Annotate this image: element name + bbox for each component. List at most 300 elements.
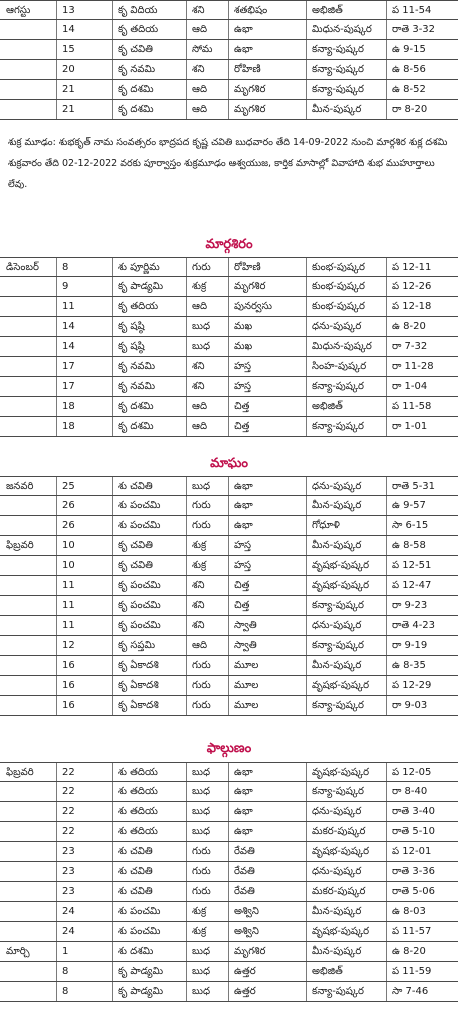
weekday-cell: ఆది <box>192 24 208 35</box>
column-divider <box>228 536 229 555</box>
column-divider <box>228 20 229 39</box>
table-row <box>0 317 458 337</box>
weekday-cell: బుధ <box>192 826 211 837</box>
date-cell: 17 <box>62 381 75 392</box>
column-divider <box>56 516 57 535</box>
tithi-cell: శు పంచమి <box>118 500 161 511</box>
column-divider <box>228 576 229 595</box>
time-cell: ఉ 9-57 <box>392 500 426 511</box>
weekday-cell: బుధ <box>192 767 211 778</box>
tithi-cell: శు దశమి <box>118 946 154 957</box>
date-cell: 8 <box>62 262 69 273</box>
table-row <box>0 782 458 802</box>
lagna-cell: వృషభ-పుష్కర <box>312 680 370 691</box>
time-cell: ప 12-26 <box>392 281 432 292</box>
month-cell: ఆగస్టు <box>6 5 31 16</box>
magham-table <box>0 476 458 716</box>
nakshatra-cell: ఉభా <box>234 481 253 492</box>
date-cell: 14 <box>62 341 75 352</box>
table-row <box>0 20 458 40</box>
lagna-cell: అభిజిత్ <box>312 401 343 412</box>
date-cell: 24 <box>62 906 75 917</box>
column-divider <box>56 357 57 376</box>
table-row <box>0 277 458 297</box>
tithi-cell: శు పంచమి <box>118 906 161 917</box>
tithi-cell: శు తదియ <box>118 786 158 797</box>
date-cell: 11 <box>62 620 75 631</box>
weekday-cell: గురు <box>192 700 211 711</box>
table-row <box>0 536 458 556</box>
nakshatra-cell: హస్త <box>234 361 252 372</box>
nakshatra-cell: మృగశిర <box>234 946 266 957</box>
lagna-cell: కన్యా-పుష్కర <box>312 84 364 95</box>
weekday-cell: గురు <box>192 680 211 691</box>
weekday-cell: శుక్ర <box>192 560 207 571</box>
weekday-cell: శని <box>192 64 205 75</box>
tithi-cell: కృ దశమి <box>118 401 154 412</box>
table-row <box>0 337 458 357</box>
nakshatra-cell: రేవతి <box>234 886 255 897</box>
weekday-cell: శని <box>192 580 205 591</box>
column-divider <box>228 1 229 19</box>
time-cell: రాతె 3-40 <box>392 806 436 817</box>
column-divider <box>56 962 57 981</box>
lagna-cell: ధను-పుష్కర <box>312 321 362 332</box>
column-divider <box>112 100 113 119</box>
tithi-cell: కృ చవితి <box>118 44 153 55</box>
column-divider <box>228 902 229 921</box>
tithi-cell: కృ షష్ఠి <box>118 341 145 352</box>
lagna-cell: మీన-పుష్కర <box>312 946 362 957</box>
column-divider <box>112 922 113 941</box>
august-table <box>0 0 458 120</box>
weekday-cell: శుక్ర <box>192 540 207 551</box>
time-cell: ఉ 8-20 <box>392 321 426 332</box>
nakshatra-cell: రోహిణి <box>234 64 261 75</box>
table-row <box>0 40 458 60</box>
column-divider <box>56 536 57 555</box>
date-cell: 16 <box>62 700 75 711</box>
weekday-cell: శని <box>192 600 205 611</box>
column-divider <box>228 922 229 941</box>
table-row <box>0 762 458 782</box>
time-cell: ఉ 8-03 <box>392 906 426 917</box>
column-divider <box>56 656 57 675</box>
nakshatra-cell: ఉభా <box>234 44 253 55</box>
table-row <box>0 0 458 20</box>
lagna-cell: గోధూళి <box>312 520 340 531</box>
column-divider <box>56 576 57 595</box>
column-divider <box>112 1 113 19</box>
column-divider <box>56 100 57 119</box>
time-cell: ఉ 8-56 <box>392 64 426 75</box>
tithi-cell: కృ చవితి <box>118 560 153 571</box>
column-divider <box>112 258 113 276</box>
date-cell: 21 <box>62 84 75 95</box>
table-row <box>0 922 458 942</box>
nakshatra-cell: ఉభా <box>234 786 253 797</box>
tithi-cell: కృ నవమి <box>118 361 156 372</box>
table-row <box>0 636 458 656</box>
column-divider <box>228 60 229 79</box>
tithi-cell: శు చవితి <box>118 886 153 897</box>
nakshatra-cell: మఖ <box>234 341 253 352</box>
lagna-cell: ధను-పుష్కర <box>312 866 362 877</box>
time-cell: రాతె 5-10 <box>392 826 436 837</box>
lagna-cell: ధను-పుష్కర <box>312 481 362 492</box>
date-cell: 11 <box>62 301 75 312</box>
column-divider <box>56 982 57 1001</box>
column-divider <box>228 676 229 695</box>
month-cell: ఫిబ్రవరి <box>6 767 34 778</box>
table-row <box>0 982 458 1002</box>
date-cell: 10 <box>62 560 75 571</box>
weekday-cell: గురు <box>192 500 211 511</box>
tithi-cell: కృ ఏకాదశి <box>118 660 159 671</box>
table-row <box>0 902 458 922</box>
column-divider <box>228 258 229 276</box>
date-cell: 11 <box>62 580 75 591</box>
date-cell: 15 <box>62 44 75 55</box>
date-cell: 23 <box>62 866 75 877</box>
column-divider <box>112 337 113 356</box>
column-divider <box>228 763 229 781</box>
lagna-cell: వృషభ-పుష్కర <box>312 580 370 591</box>
column-divider <box>56 1 57 19</box>
time-cell: రా 8-40 <box>392 786 428 797</box>
shukra-moodham-note: శుక్ర మూఢం: శుభకృత్ నామ సంవత్సరం భాద్రపద కృష్ణ చవితి బుధవారం తేది 14-09-2022 నుంచి మార్గశిర శుక్ల దశమి శుక్రవారం తేది 02-12-2022 వరకు పూర్వాస్తం శుక్రమూఢం ఆశ్వయుజ, కార్తిక మాసాల్లో వివాహాది శుభ ముహూర్తాలు లేవు. <box>8 137 448 190</box>
table-row <box>0 476 458 496</box>
lagna-cell: మీన-పుష్కర <box>312 104 362 115</box>
column-divider <box>56 842 57 861</box>
table-row <box>0 516 458 536</box>
column-divider <box>56 922 57 941</box>
column-divider <box>56 802 57 821</box>
column-divider <box>112 596 113 615</box>
weekday-cell: ఆది <box>192 301 208 312</box>
column-divider <box>56 258 57 276</box>
nakshatra-cell: చిత్త <box>234 421 250 432</box>
lagna-cell: మకర-పుష్కర <box>312 826 366 837</box>
date-cell: 24 <box>62 926 75 937</box>
tithi-cell: కృ దశమి <box>118 421 154 432</box>
table-row <box>0 676 458 696</box>
time-cell: సా 6-15 <box>392 520 429 531</box>
date-cell: 16 <box>62 680 75 691</box>
tithi-cell: కృ విదియ <box>118 5 158 16</box>
weekday-cell: సోమ <box>192 44 213 55</box>
nakshatra-cell: రేవతి <box>234 846 255 857</box>
column-divider <box>228 417 229 436</box>
date-cell: 23 <box>62 846 75 857</box>
column-divider <box>112 297 113 316</box>
lagna-cell: మీన-పుష్కర <box>312 906 362 917</box>
column-divider <box>228 982 229 1001</box>
column-divider <box>112 80 113 99</box>
date-cell: 10 <box>62 540 75 551</box>
tithi-cell: శు పంచమి <box>118 520 161 531</box>
margasiram-heading: మార్గశిరం <box>205 237 253 252</box>
table-row <box>0 377 458 397</box>
time-cell: ప 11-57 <box>392 926 432 937</box>
column-divider <box>228 882 229 901</box>
tithi-cell: శు చవితి <box>118 846 153 857</box>
date-cell: 22 <box>62 786 75 797</box>
weekday-cell: బుధ <box>192 986 211 997</box>
column-divider <box>56 297 57 316</box>
date-cell: 12 <box>62 640 75 651</box>
phalgunam-heading: ఫాల్గుణం <box>206 741 252 756</box>
column-divider <box>112 676 113 695</box>
column-divider <box>112 477 113 495</box>
weekday-cell: గురు <box>192 886 211 897</box>
table-row <box>0 397 458 417</box>
column-divider <box>228 40 229 59</box>
table-row <box>0 842 458 862</box>
nakshatra-cell: అశ్విని <box>234 906 259 917</box>
table-row <box>0 100 458 120</box>
date-cell: 22 <box>62 826 75 837</box>
column-divider <box>56 496 57 515</box>
column-divider <box>56 616 57 635</box>
table-row <box>0 80 458 100</box>
column-divider <box>228 556 229 575</box>
column-divider <box>112 377 113 396</box>
nakshatra-cell: ఉత్తర <box>234 966 256 977</box>
table-row <box>0 556 458 576</box>
time-cell: రా 11-28 <box>392 361 434 372</box>
tithi-cell: శు చవితి <box>118 866 153 877</box>
column-divider <box>112 982 113 1001</box>
column-divider <box>56 40 57 59</box>
nakshatra-cell: ఉభా <box>234 826 253 837</box>
time-cell: రా 9-19 <box>392 640 428 651</box>
column-divider <box>112 962 113 981</box>
weekday-cell: ఆది <box>192 401 208 412</box>
time-cell: ప 11-54 <box>392 5 432 16</box>
column-divider <box>228 616 229 635</box>
nakshatra-cell: మృగశిర <box>234 84 266 95</box>
table-row <box>0 596 458 616</box>
weekday-cell: బుధ <box>192 321 211 332</box>
time-cell: సా 7-46 <box>392 986 429 997</box>
column-divider <box>112 882 113 901</box>
nakshatra-cell: రోహిణి <box>234 262 261 273</box>
column-divider <box>228 357 229 376</box>
column-divider <box>56 942 57 961</box>
weekday-cell: శని <box>192 620 205 631</box>
column-divider <box>228 656 229 675</box>
nakshatra-cell: ఉత్తర <box>234 986 256 997</box>
magham-heading: మాఘం <box>210 456 248 471</box>
tithi-cell: కృ పాడ్యమి <box>118 281 164 292</box>
time-cell: ప 11-59 <box>392 966 432 977</box>
time-cell: రా 1-01 <box>392 421 428 432</box>
weekday-cell: ఆది <box>192 640 208 651</box>
table-row <box>0 297 458 317</box>
table-row <box>0 942 458 962</box>
nakshatra-cell: మృగశిర <box>234 281 266 292</box>
column-divider <box>112 397 113 416</box>
column-divider <box>112 277 113 296</box>
lagna-cell: కన్యా-పుష్కర <box>312 700 364 711</box>
column-divider <box>228 337 229 356</box>
weekday-cell: బుధ <box>192 341 211 352</box>
column-divider <box>112 822 113 841</box>
column-divider <box>228 636 229 655</box>
table-row <box>0 60 458 80</box>
column-divider <box>56 782 57 801</box>
tithi-cell: కృ నవమి <box>118 381 156 392</box>
tithi-cell: శు తదియ <box>118 767 158 778</box>
column-divider <box>56 636 57 655</box>
time-cell: ఉ 9-15 <box>392 44 426 55</box>
lagna-cell: సింహ-పుష్కర <box>312 361 367 372</box>
column-divider <box>112 636 113 655</box>
weekday-cell: శని <box>192 361 205 372</box>
date-cell: 18 <box>62 421 75 432</box>
time-cell: ఉ 8-35 <box>392 660 426 671</box>
column-divider <box>228 477 229 495</box>
column-divider <box>112 763 113 781</box>
weekday-cell: ఆది <box>192 421 208 432</box>
time-cell: రా 1-04 <box>392 381 428 392</box>
column-divider <box>112 842 113 861</box>
column-divider <box>112 496 113 515</box>
lagna-cell: అభిజిత్ <box>312 966 343 977</box>
nakshatra-cell: చిత్త <box>234 401 250 412</box>
column-divider <box>56 902 57 921</box>
nakshatra-cell: ఉభా <box>234 767 253 778</box>
time-cell: ప 12-05 <box>392 767 432 778</box>
nakshatra-cell: మఖ <box>234 321 253 332</box>
tithi-cell: శు పూర్ణిమ <box>118 262 160 273</box>
lagna-cell: వృషభ-పుష్కర <box>312 560 370 571</box>
column-divider <box>228 842 229 861</box>
lagna-cell: కన్యా-పుష్కర <box>312 381 364 392</box>
lagna-cell: కన్యా-పుష్కర <box>312 64 364 75</box>
column-divider <box>56 20 57 39</box>
nakshatra-cell: స్వాతి <box>234 620 257 631</box>
tithi-cell: శు పంచమి <box>118 926 161 937</box>
weekday-cell: ఆది <box>192 84 208 95</box>
weekday-cell: బుధ <box>192 946 211 957</box>
column-divider <box>228 802 229 821</box>
nakshatra-cell: శతభిషం <box>234 5 268 16</box>
table-row <box>0 357 458 377</box>
lagna-cell: కన్యా-పుష్కర <box>312 640 364 651</box>
column-divider <box>112 782 113 801</box>
nakshatra-cell: పునర్వసు <box>234 301 272 312</box>
month-cell: డిసెంబర్ <box>6 262 39 273</box>
column-divider <box>228 862 229 881</box>
date-cell: 8 <box>62 966 69 977</box>
tithi-cell: శు తదియ <box>118 806 158 817</box>
tithi-cell: కృ తదియ <box>118 24 159 35</box>
time-cell: రాతె 5-06 <box>392 886 436 897</box>
table-row <box>0 882 458 902</box>
tithi-cell: శు తదియ <box>118 826 158 837</box>
time-cell: ప 12-18 <box>392 301 432 312</box>
column-divider <box>112 656 113 675</box>
lagna-cell: ధను-పుష్కర <box>312 806 362 817</box>
weekday-cell: శుక్ర <box>192 926 207 937</box>
column-divider <box>56 822 57 841</box>
tithi-cell: కృ పంచమి <box>118 580 161 591</box>
column-divider <box>228 80 229 99</box>
time-cell: రాతె 4-23 <box>392 620 436 631</box>
time-cell: ప 12-29 <box>392 680 432 691</box>
date-cell: 26 <box>62 500 75 511</box>
nakshatra-cell: హస్త <box>234 540 252 551</box>
column-divider <box>228 317 229 336</box>
weekday-cell: బుధ <box>192 806 211 817</box>
column-divider <box>228 297 229 316</box>
column-divider <box>228 277 229 296</box>
column-divider <box>56 60 57 79</box>
weekday-cell: శుక్ర <box>192 281 207 292</box>
weekday-cell: శని <box>192 5 205 16</box>
weekday-cell: బుధ <box>192 786 211 797</box>
column-divider <box>228 696 229 715</box>
nakshatra-cell: మృగశిర <box>234 104 266 115</box>
lagna-cell: కన్యా-పుష్కర <box>312 44 364 55</box>
lagna-cell: కుంభ-పుష్కర <box>312 262 365 273</box>
nakshatra-cell: ఉభా <box>234 806 253 817</box>
column-divider <box>56 317 57 336</box>
column-divider <box>112 802 113 821</box>
lagna-cell: మకర-పుష్కర <box>312 886 366 897</box>
lagna-cell: వృషభ-పుష్కర <box>312 846 370 857</box>
nakshatra-cell: ఉభా <box>234 520 253 531</box>
column-divider <box>56 862 57 881</box>
table-row <box>0 862 458 882</box>
table-row <box>0 656 458 676</box>
lagna-cell: మిధున-పుష్కర <box>312 341 372 352</box>
weekday-cell: గురు <box>192 520 211 531</box>
nakshatra-cell: రేవతి <box>234 866 255 877</box>
column-divider <box>228 596 229 615</box>
weekday-cell: బుధ <box>192 966 211 977</box>
tithi-cell: కృ చవితి <box>118 540 153 551</box>
weekday-cell: శని <box>192 381 205 392</box>
date-cell: 20 <box>62 64 75 75</box>
nakshatra-cell: చిత్త <box>234 600 250 611</box>
lagna-cell: అభిజిత్ <box>312 5 343 16</box>
column-divider <box>112 357 113 376</box>
tithi-cell: కృ షష్ఠి <box>118 321 145 332</box>
time-cell: రా 9-03 <box>392 700 428 711</box>
nakshatra-cell: ఉభా <box>234 500 253 511</box>
nakshatra-cell: మూల <box>234 680 259 691</box>
column-divider <box>56 556 57 575</box>
tithi-cell: కృ ఏకాదశి <box>118 680 159 691</box>
tithi-cell: కృ నవమి <box>118 64 156 75</box>
date-cell: 11 <box>62 600 75 611</box>
nakshatra-cell: హస్త <box>234 381 252 392</box>
tithi-cell: కృ పాడ్యమి <box>118 986 164 997</box>
tithi-cell: కృ సప్తమి <box>118 640 156 651</box>
table-row <box>0 822 458 842</box>
column-divider <box>228 962 229 981</box>
lagna-cell: మీన-పుష్కర <box>312 500 362 511</box>
weekday-cell: గురు <box>192 866 211 877</box>
column-divider <box>112 576 113 595</box>
month-cell: మార్చి <box>6 946 30 957</box>
column-divider <box>112 417 113 436</box>
weekday-cell: ఆది <box>192 104 208 115</box>
tithi-cell: కృ పాడ్యమి <box>118 966 164 977</box>
